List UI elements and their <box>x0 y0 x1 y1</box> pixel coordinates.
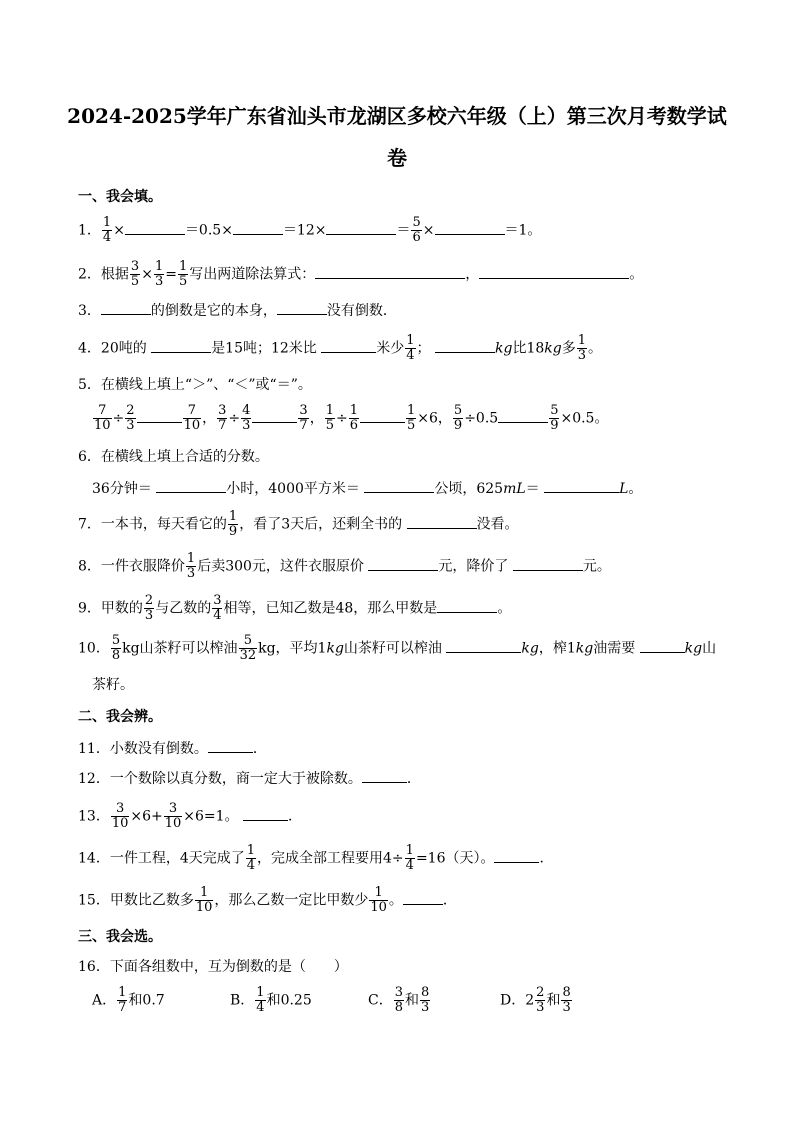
question-5-items: $\frac{7}{10}$ ÷ $\frac{2}{3}$ $\frac{7}{10}$ ， $\frac{3}{7}$ ÷ $\frac{4}{3}$ $\frac{3}{7}$ ， $\frac{1}{5}$ ÷ $\frac{1}{6}$ $\frac{1}{5}$ ×6， $\frac{5}{9}$ ÷0.5 $\frac{5}{9}$ ×0.5。 <box>94 403 609 433</box>
q16-option-a[interactable]: A． $\frac{1}{7}$ 和0.7 <box>92 985 165 1015</box>
question-8: 8．一件衣服降价 $\frac{1}{3}$ 后卖300元，这件衣服原价 元，降价了 元。 <box>78 551 611 581</box>
q14-blank[interactable] <box>494 848 539 863</box>
question-16: 16．下面各组数中，互为倒数的是（ ） <box>78 959 348 975</box>
q1-num: 1． <box>78 222 101 239</box>
question-2: 2．根据 $\frac{3}{5}$ × $\frac{1}{3}$ = $\frac{1}{5}$ 写出两道除法算式： ， 。 <box>78 259 644 289</box>
q5-blank2[interactable] <box>252 408 297 423</box>
question-10-cont: 茶籽。 <box>92 677 134 693</box>
q9-blank1[interactable] <box>437 598 497 613</box>
q10-blank1[interactable] <box>446 638 521 653</box>
question-12: 12．一个数除以真分数，商一定大于被除数。 ． <box>78 768 421 788</box>
q1-blank2[interactable] <box>233 220 283 235</box>
q8-blank2[interactable] <box>513 556 583 571</box>
q11-blank[interactable] <box>208 738 253 753</box>
question-1: 1． $\frac{1}{4}$ × ＝0.5× ＝12× ＝ $\frac{5}{6}$ × ＝1。 <box>78 215 542 245</box>
q6-blank3[interactable] <box>544 478 619 493</box>
question-10: 10． $\frac{5}{8}$ kg山茶籽可以榨油 $\frac{5}{32}$ kg，平均1kg山茶籽可以榨油 kg，榨1kg油需要 kg山 <box>78 633 717 663</box>
q4-blank3[interactable] <box>435 338 495 353</box>
section-fill: 一、我会填。 <box>78 189 162 205</box>
q16-option-d[interactable]: D．2 $\frac{2}{3}$ 和 $\frac{8}{3}$ <box>500 985 571 1015</box>
q2-blank2[interactable] <box>479 264 629 279</box>
q8-blank1[interactable] <box>368 556 438 571</box>
q5-blank4[interactable] <box>498 408 548 423</box>
q16-option-b[interactable]: B． $\frac{1}{4}$ 和0.25 <box>230 985 312 1015</box>
exam-title-line1: 2024-2025学年广东省汕头市龙湖区多校六年级（上）第三次月考数学试 <box>67 104 727 128</box>
question-6: 6．在横线上填上合适的分数。 <box>78 449 269 465</box>
question-11: 11．小数没有倒数。 ． <box>78 738 267 758</box>
q1-blank3[interactable] <box>326 220 396 235</box>
q1-blank1[interactable] <box>125 220 185 235</box>
q3-blank1[interactable] <box>101 300 151 315</box>
q13-blank[interactable] <box>243 806 288 821</box>
question-7: 7．一本书，每天看它的 $\frac{1}{9}$ ，看了3天后，还剩全书的 没看。 <box>78 509 519 539</box>
q10-blank2[interactable] <box>640 638 685 653</box>
section-judge: 二、我会辨。 <box>78 709 162 725</box>
question-6-items: 36分钟＝ 小时，4000平方米＝ 公顷，625mL＝ L。 <box>92 478 642 498</box>
question-5: 5．在横线上填上“＞”、“＜”或“＝”。 <box>78 377 312 393</box>
question-15: 15．甲数比乙数多 $\frac{1}{10}$ ，那么乙数一定比甲数少 $\frac{1}{10}$ 。 ． <box>78 885 457 915</box>
q1-blank4[interactable] <box>435 220 505 235</box>
q7-blank1[interactable] <box>407 514 477 529</box>
q12-blank[interactable] <box>362 768 407 783</box>
question-9: 9．甲数的 $\frac{2}{3}$ 与乙数的 $\frac{3}{4}$ 相等，已知乙数是48，那么甲数是 。 <box>78 593 512 623</box>
q16-option-c[interactable]: C． $\frac{3}{8}$ 和 $\frac{8}{3}$ <box>368 985 430 1015</box>
exam-title-line2: 卷 <box>387 146 407 170</box>
q4-blank1[interactable] <box>151 338 211 353</box>
question-14: 14．一件工程，4天完成了 $\frac{1}{4}$ ，完成全部工程要用4÷ $\frac{1}{4}$ =16（天）。 ． <box>78 843 554 873</box>
q6-blank2[interactable] <box>364 478 434 493</box>
q5-blank1[interactable] <box>137 408 182 423</box>
q5-blank3[interactable] <box>360 408 405 423</box>
question-4: 4．20吨的 是15吨；12米比 米少 $\frac{1}{4}$ ； kg比18kg多 $\frac{1}{3}$ 。 <box>78 333 603 363</box>
q4-blank2[interactable] <box>321 338 376 353</box>
q1-frac2: $\frac{5}{6}$ <box>412 215 421 245</box>
question-13: 13． $\frac{3}{10}$ ×6+ $\frac{3}{10}$ ×6=1。 ． <box>78 801 303 831</box>
section-choose: 三、我会选。 <box>78 929 162 945</box>
q1-frac1: $\frac{1}{4}$ <box>102 215 112 245</box>
q2-blank1[interactable] <box>315 264 465 279</box>
q15-blank[interactable] <box>403 890 443 905</box>
q3-blank2[interactable] <box>277 300 327 315</box>
question-3: 3． 的倒数是它的本身， 没有倒数． <box>78 300 397 320</box>
q6-blank1[interactable] <box>156 478 226 493</box>
